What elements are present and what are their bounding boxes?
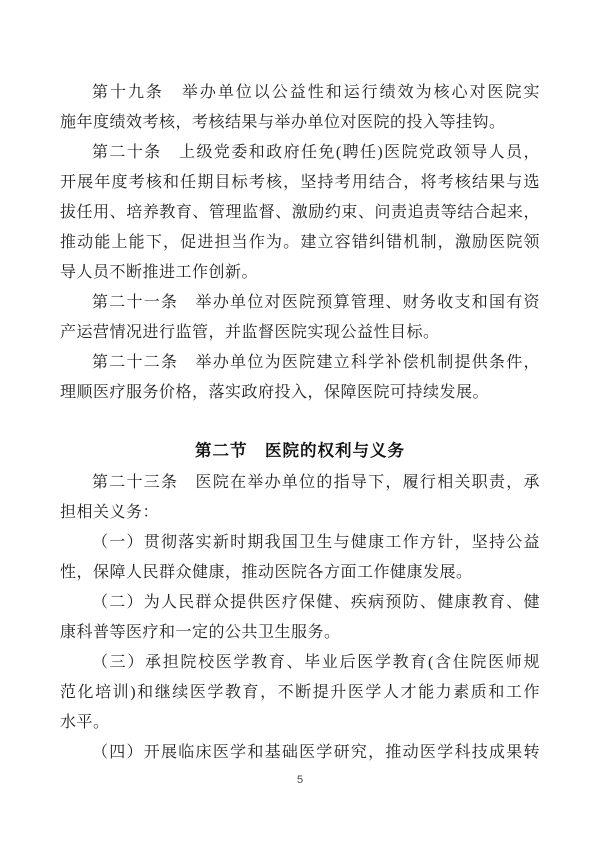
article-21 bbox=[60, 288, 540, 348]
text-line: 第二十条 上级党委和政府任免(聘任)医院党政领导人员， bbox=[92, 144, 540, 161]
text-line: 施年度绩效考核，考核结果与举办单位对医院的投入等挂钩。 bbox=[60, 114, 506, 131]
article-19 bbox=[60, 78, 540, 138]
text-line: 第二十三条 医院在举办单位的指导下，履行相关职责，承 bbox=[92, 474, 540, 491]
text-line: （三）承担院校医学教育、毕业后医学教育(含住院医师规 bbox=[92, 654, 540, 671]
article-23 bbox=[60, 468, 540, 528]
text-line: （四）开展临床医学和基础医学研究，推动医学科技成果转 bbox=[92, 744, 540, 761]
text-line: 理顺医疗服务价格，落实政府投入，保障医院可持续发展。 bbox=[60, 384, 490, 401]
text-line: 拔任用、培养教育、管理监督、激励约束、问责追责等结合起来， bbox=[60, 204, 540, 221]
text-line: （一）贯彻落实新时期我国卫生与健康工作方针，坚持公益 bbox=[92, 534, 540, 551]
text-line: （二）为人民群众提供医疗保健、疾病预防、健康教育、健 bbox=[92, 594, 540, 611]
text-line: 导人员不断推进工作创新。 bbox=[60, 264, 259, 281]
article-23-item-4 bbox=[60, 738, 540, 768]
text-line: 水平。 bbox=[60, 714, 110, 731]
text-line: 第十九条 举办单位以公益性和运行绩效为核心对医院实 bbox=[92, 84, 540, 101]
article-22 bbox=[60, 348, 540, 408]
text-line: 产运营情况进行监管，并监督医院实现公益性目标。 bbox=[60, 324, 440, 341]
text-line: 康科普等医疗和一定的公共卫生服务。 bbox=[60, 624, 341, 641]
document-body bbox=[60, 78, 540, 787]
text-line: 第二十二条 举办单位为医院建立科学补偿机制提供条件， bbox=[92, 354, 540, 371]
section-2-heading: 第二节 医院的权利与义务 bbox=[195, 441, 405, 460]
text-line: 性，保障人民群众健康，推动医院各方面工作健康发展。 bbox=[60, 564, 473, 581]
text-line: 推动能上能下，促进担当作为。建立容错纠错机制，激励医院领 bbox=[60, 234, 540, 251]
article-20 bbox=[60, 138, 540, 288]
article-23-item-3 bbox=[60, 648, 540, 738]
page-number: 5 bbox=[296, 774, 304, 786]
text-line: 开展年度考核和任期目标考核，坚持考用结合，将考核结果与选 bbox=[60, 174, 540, 191]
article-23-item-2 bbox=[60, 588, 540, 648]
text-line: 担相关义务： bbox=[60, 504, 160, 521]
text-line: 第二十一条 举办单位对医院预算管理、财务收支和国有资 bbox=[92, 294, 540, 311]
article-23-item-1 bbox=[60, 528, 540, 588]
text-line: 范化培训)和继续医学教育，不断提升医学人才能力素质和工作 bbox=[60, 684, 540, 701]
